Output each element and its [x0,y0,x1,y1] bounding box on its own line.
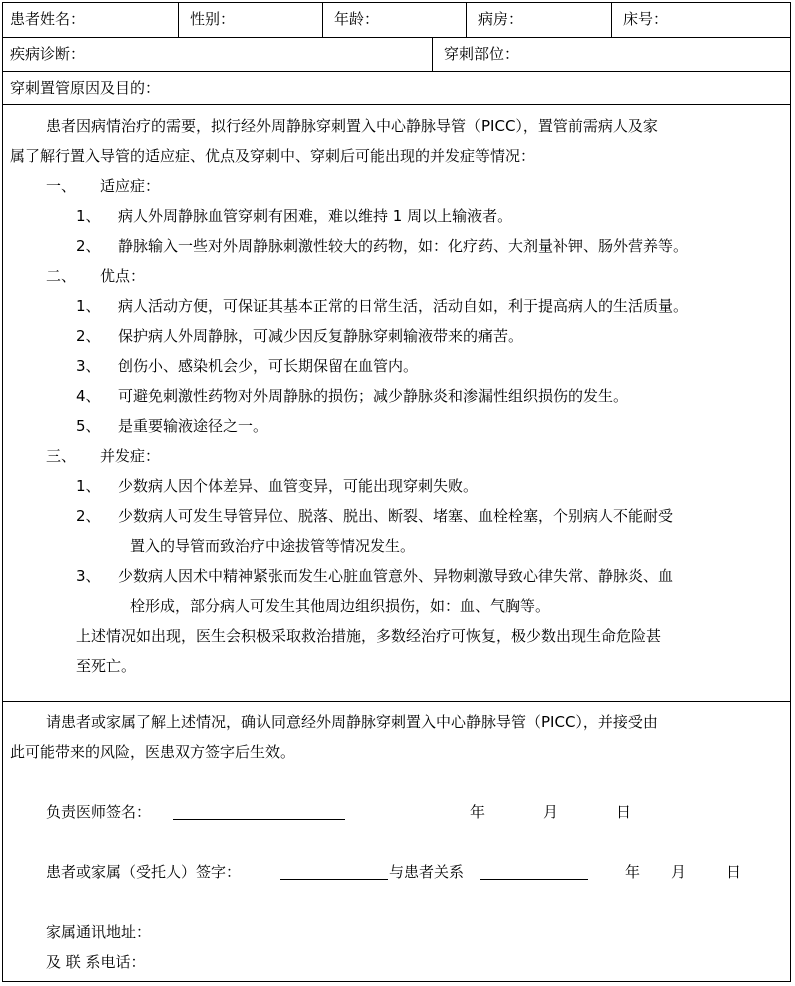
item-number: 1、 [76,297,101,315]
intro-line: 属了解行置入导管的适应症、优点及穿刺中、穿刺后可能出现的并发症等情况： [10,147,536,165]
column-divider [322,2,323,37]
date-month: 月 [671,863,687,881]
intro-line: 患者因病情治疗的需要，拟行经外周静脉穿刺置入中心静脉导管（PICC），置管前需病人及家 [46,117,658,135]
bed-label: 床号： [623,10,669,28]
doctor-signature-line[interactable] [173,819,345,820]
list-item-continued: 栓形成，部分病人可发生其他周边组织损伤，如：血、气胸等。 [130,597,551,615]
date-day: 日 [726,863,742,881]
list-item: 创伤小、感染机会少，可长期保留在血管内。 [118,357,419,375]
list-item-continued: 置入的导管而致治疗中途拔管等情况发生。 [130,537,416,555]
section-title-indications: 适应症： [100,177,161,195]
patient-signature-label: 患者或家属（受托人）签字： [46,863,242,881]
item-number: 2、 [76,237,101,255]
item-number: 1、 [76,477,101,495]
column-divider [178,2,179,37]
patient-name-label: 患者姓名： [10,10,86,28]
list-item: 可避免刺激性药物对外周静脉的损伤；减少静脉炎和渗漏性组织损伤的发生。 [118,387,629,405]
section-title-advantages: 优点： [100,267,146,285]
contact-phone-label: 及 联 系电话： [46,953,146,971]
item-number: 5、 [76,417,101,435]
section-number: 一、 [46,177,77,195]
item-number: 2、 [76,327,101,345]
list-item: 静脉输入一些对外周静脉刺激性较大的药物，如：化疗药、大剂量补钾、肠外营养等。 [118,237,689,255]
item-number: 4、 [76,387,101,405]
patient-signature-line[interactable] [280,879,388,880]
section-title-complications: 并发症： [100,447,161,465]
list-item: 少数病人可发生导管异位、脱落、脱出、断裂、堵塞、血栓栓塞，个别病人不能耐受 [118,507,674,525]
section-number: 二、 [46,267,77,285]
row-divider [2,701,791,702]
consent-line: 此可能带来的风险，医患双方签字后生效。 [10,743,296,761]
date-year: 年 [470,803,486,821]
puncture-site-label: 穿刺部位： [444,45,520,63]
list-item: 少数病人因术中精神紧张而发生心脏血管意外、异物刺激导致心律失常、静脉炎、血 [118,567,674,585]
column-divider [466,2,467,37]
date-month: 月 [543,803,559,821]
relation-line[interactable] [480,879,588,880]
list-item: 少数病人因个体差异、血管变异，可能出现穿刺失败。 [118,477,479,495]
item-number: 2、 [76,507,101,525]
list-item: 是重要输液途径之一。 [118,417,269,435]
closing-line: 至死亡。 [76,657,137,675]
closing-line: 上述情况如出现，医生会积极采取救治措施，多数经治疗可恢复，极少数出现生命危险甚 [76,627,662,645]
doctor-signature-label: 负责医师签名： [46,803,152,821]
section-number: 三、 [46,447,77,465]
gender-label: 性别： [190,10,236,28]
row-divider [2,37,791,38]
relation-label: 与患者关系 [389,863,465,881]
consent-line: 请患者或家属了解上述情况，确认同意经外周静脉穿刺置入中心静脉导管（PICC），并接受由 [46,713,658,731]
date-day: 日 [616,803,632,821]
family-address-label: 家属通讯地址： [46,923,152,941]
row-divider [2,71,791,72]
item-number: 1、 [76,207,101,225]
list-item: 保护病人外周静脉，可减少因反复静脉穿刺输液带来的痛苦。 [118,327,524,345]
list-item: 病人外周静脉血管穿刺有困难，难以维持 1 周以上输液者。 [118,207,513,225]
diagnosis-label: 疾病诊断： [10,45,86,63]
item-number: 3、 [76,357,101,375]
reason-label: 穿刺置管原因及目的： [10,79,161,97]
column-divider [432,37,433,71]
list-item: 病人活动方便，可保证其基本正常的日常生活，活动自如，利于提高病人的生活质量。 [118,297,689,315]
item-number: 3、 [76,567,101,585]
column-divider [611,2,612,37]
age-label: 年龄： [334,10,380,28]
row-divider [2,104,791,105]
date-year: 年 [625,863,641,881]
ward-label: 病房： [478,10,524,28]
